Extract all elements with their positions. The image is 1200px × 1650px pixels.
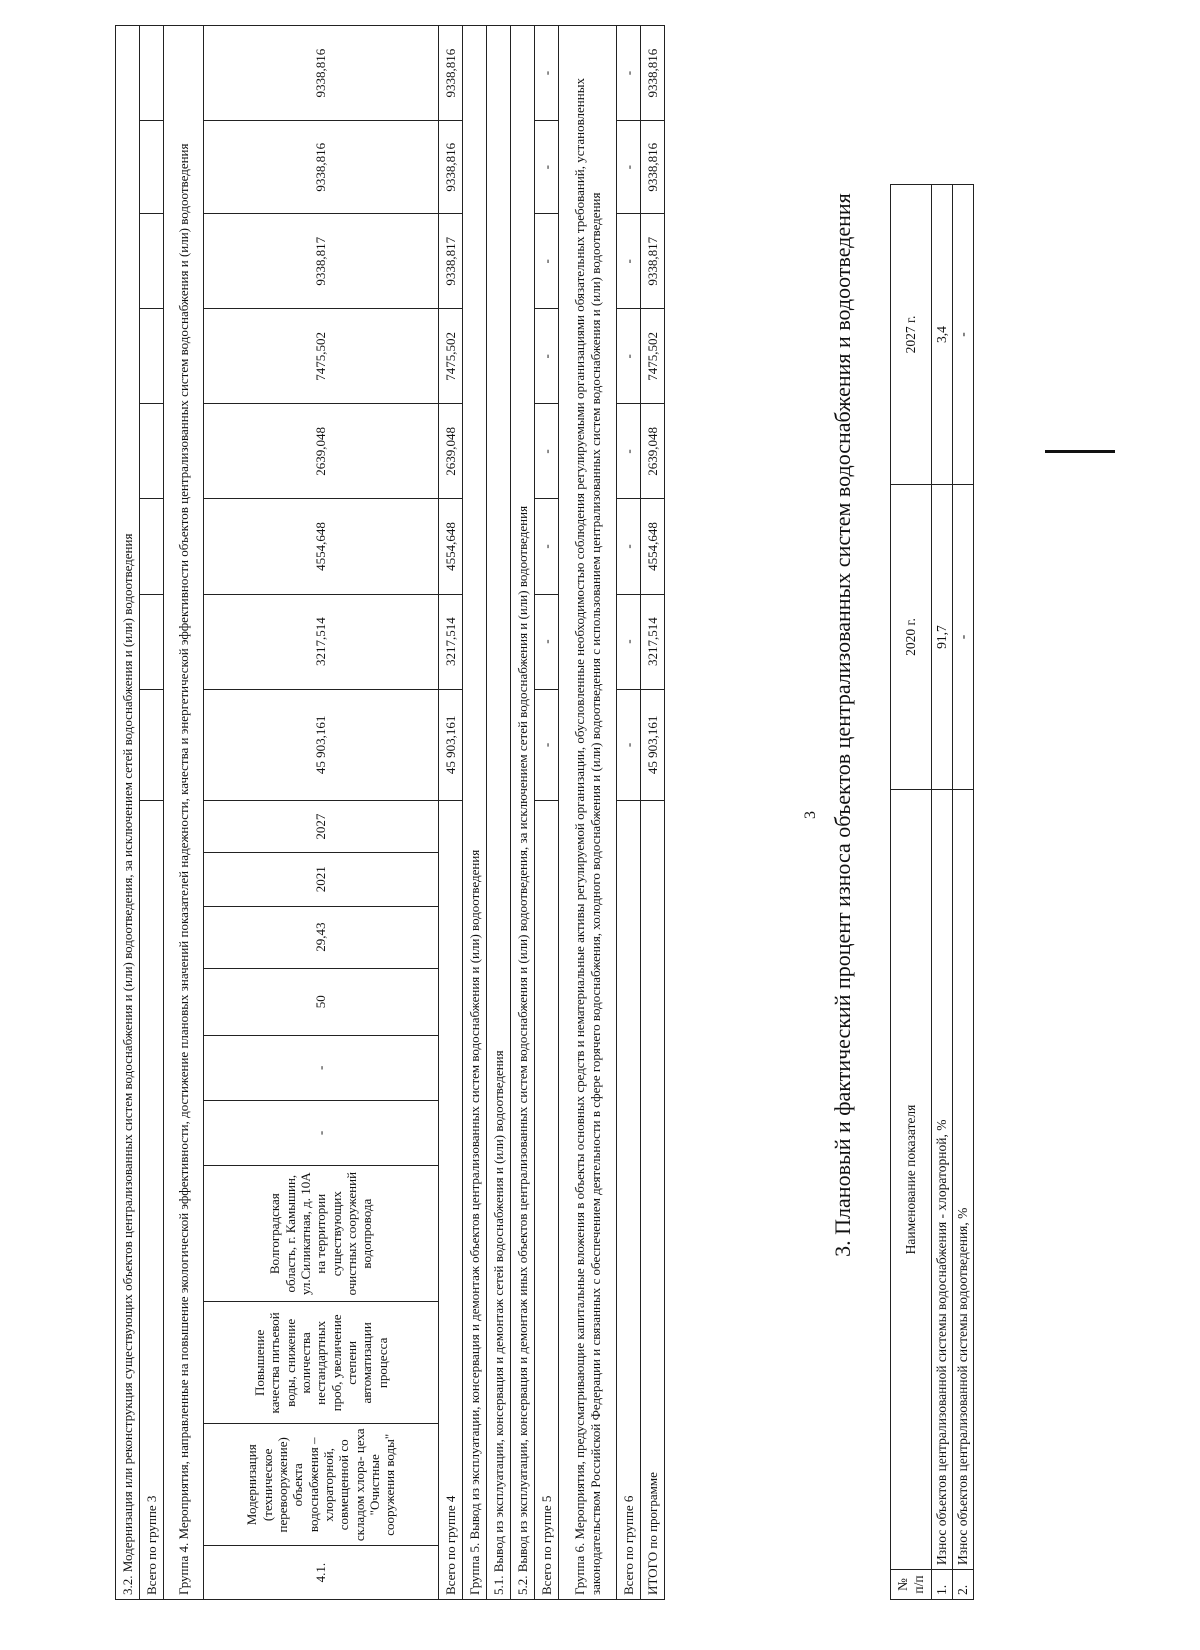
- total-group4-value: 3217,514: [439, 594, 463, 689]
- total-group4-value: 9338,817: [439, 214, 463, 309]
- total-program-value: 9338,816: [641, 121, 665, 214]
- group6-row: Группа 6. Мероприятия, предусматривающие капитальные вложения в объекты основных средств и нематериальные активы регулируемой организации, обусловленные необходимостью соблюдения регулируемыми организациями обязательных требований, установленных законодательством Российской Федерации и связанных с обеспечением деятельности в сфере горячего водоснабжения, холодного водоснабжения и (или) водоотведения с использованием централизованных систем водоснабжения и (или) водоотведения: [559, 26, 617, 1600]
- total-group6-value: -: [617, 689, 641, 801]
- section-5-1-row: 5.1. Вывод из эксплуатации, консервация и демонтаж сетей водоснабжения и (или) водоотведения: [487, 26, 511, 1600]
- total-group6-value: -: [617, 309, 641, 404]
- total-group5-value: -: [535, 309, 559, 404]
- row-name: Износ объектов централизованной системы водоснабжения - хлораторной, %: [932, 790, 953, 1570]
- total-group5-value: -: [535, 404, 559, 499]
- investment-program-table: [115, 25, 665, 1600]
- section-5-2-row: 5.2. Вывод из эксплуатации, консервация и демонтаж иных объектов централизованных систем водоснабжения и (или) водоотведения, за исключением сетей водоснабжения и (или) водоотведения: [511, 26, 535, 1600]
- total-program-row: [641, 26, 665, 1600]
- project-name: Модернизация (техническое перевооружение) объекта водоснабжения – хлораторной, совмещенной со складом хлора- цеха "Очистные сооружения воды": [204, 1424, 439, 1546]
- total-group5-value: -: [535, 689, 559, 801]
- cell-y3: 2639,048: [204, 404, 439, 499]
- row-2020: -: [953, 485, 974, 790]
- table-row: [932, 185, 953, 1600]
- cell-y1: 3217,514: [204, 594, 439, 689]
- row-2027: -: [953, 185, 974, 485]
- total-group4-value: 45 903,161: [439, 689, 463, 801]
- cell-c4: 29,43: [204, 906, 439, 968]
- total-group4-value: 9338,816: [439, 26, 463, 121]
- cell-c2: -: [204, 1035, 439, 1100]
- row-num: 1.: [932, 1570, 953, 1600]
- total-group5-value: -: [535, 121, 559, 214]
- project-location: Волгоградская область, г. Камышин, ул.Силикатная, д. 10А на территории существующих очистных сооружений водопровода: [204, 1165, 439, 1301]
- cell-y5: 9338,817: [204, 214, 439, 309]
- col-header-name: Наименование показателя: [891, 790, 932, 1570]
- total-group6-value: -: [617, 26, 641, 121]
- total-group4-value: 4554,648: [439, 499, 463, 594]
- cell-c3: 50: [204, 968, 439, 1035]
- wear-table: [890, 184, 974, 1600]
- total-program-value: 9338,817: [641, 214, 665, 309]
- row-2027: 3,4: [932, 185, 953, 485]
- total-group6-label: Всего по группе 6: [617, 801, 641, 1600]
- total-group5-label: Всего по группе 5: [535, 801, 559, 1600]
- wear-table-header: [891, 185, 932, 1600]
- col-header-num: № п/п: [891, 1570, 932, 1600]
- section-3-2-row: 3.2. Модернизация или реконструкция существующих объектов централизованных систем водоснабжения и (или) водоотведения, за исключением сетей водоснабжения и (или) водоотведения: [116, 26, 140, 1600]
- cell-y7: 9338,816: [204, 26, 439, 121]
- project-goal: Повышение качества питьевой воды, снижение количества нестандартных проб, увеличение степени автоматизации процесса: [204, 1302, 439, 1424]
- total-program-value: 9338,816: [641, 26, 665, 121]
- total-group6-value: -: [617, 499, 641, 594]
- cell-c1: -: [204, 1100, 439, 1165]
- row-num: 2.: [953, 1570, 974, 1600]
- total-group5-value: -: [535, 214, 559, 309]
- total-program-value: 2639,048: [641, 404, 665, 499]
- group5-row: Группа 5. Вывод из эксплуатации, консервация и демонтаж объектов централизованных систем водоснабжения и (или) водоотведения: [463, 26, 487, 1600]
- total-group6-value: -: [617, 214, 641, 309]
- total-program-label: ИТОГО по программе: [641, 801, 665, 1600]
- cell-end-year: 2027: [204, 801, 439, 853]
- col-header-2020: 2020 г.: [891, 485, 932, 790]
- total-program-value: 7475,502: [641, 309, 665, 404]
- total-group4-value: 9338,816: [439, 121, 463, 214]
- total-program-value: 45 903,161: [641, 689, 665, 801]
- group4-row: Группа 4. Мероприятия, направленные на повышение экологической эффективности, достижение плановых значений показателей надежности, качества и энергетической эффективности объектов централизованных систем водоснабжения и (или) водоотведения: [164, 26, 204, 1600]
- total-group4-label: Всего по группе 4: [439, 801, 463, 1600]
- total-group5-value: -: [535, 26, 559, 121]
- row-number: 4.1.: [204, 1546, 439, 1600]
- total-group6-value: -: [617, 404, 641, 499]
- row-name: Износ объектов централизованной системы водоотведения, %: [953, 790, 974, 1570]
- scan-mark: [1045, 450, 1115, 453]
- total-group3-label: Всего по группе 3: [140, 801, 164, 1600]
- section3-heading: 3. Плановый и фактический процент износа объектов централизованных систем водоснабжения и водоотведения: [830, 193, 855, 1257]
- total-group5-row: [535, 26, 559, 1600]
- total-group6-value: -: [617, 594, 641, 689]
- total-group4-value: 7475,502: [439, 309, 463, 404]
- cell-total: 45 903,161: [204, 689, 439, 801]
- total-group6-value: -: [617, 121, 641, 214]
- total-group4-value: 2639,048: [439, 404, 463, 499]
- cell-start-year: 2021: [204, 852, 439, 906]
- total-group5-value: -: [535, 594, 559, 689]
- table-row-4-1: [204, 26, 439, 1600]
- total-group6-row: [617, 26, 641, 1600]
- cell-y4: 7475,502: [204, 309, 439, 404]
- table-row: [953, 185, 974, 1600]
- row-2020: 91,7: [932, 485, 953, 790]
- rotated-page: [60, 5, 1160, 1605]
- total-group5-value: -: [535, 499, 559, 594]
- col-header-2027: 2027 г.: [891, 185, 932, 485]
- total-program-value: 3217,514: [641, 594, 665, 689]
- page-number: 3: [802, 811, 819, 819]
- cell-y6: 9338,816: [204, 121, 439, 214]
- total-program-value: 4554,648: [641, 499, 665, 594]
- cell-y2: 4554,648: [204, 499, 439, 594]
- total-group4-row: [439, 26, 463, 1600]
